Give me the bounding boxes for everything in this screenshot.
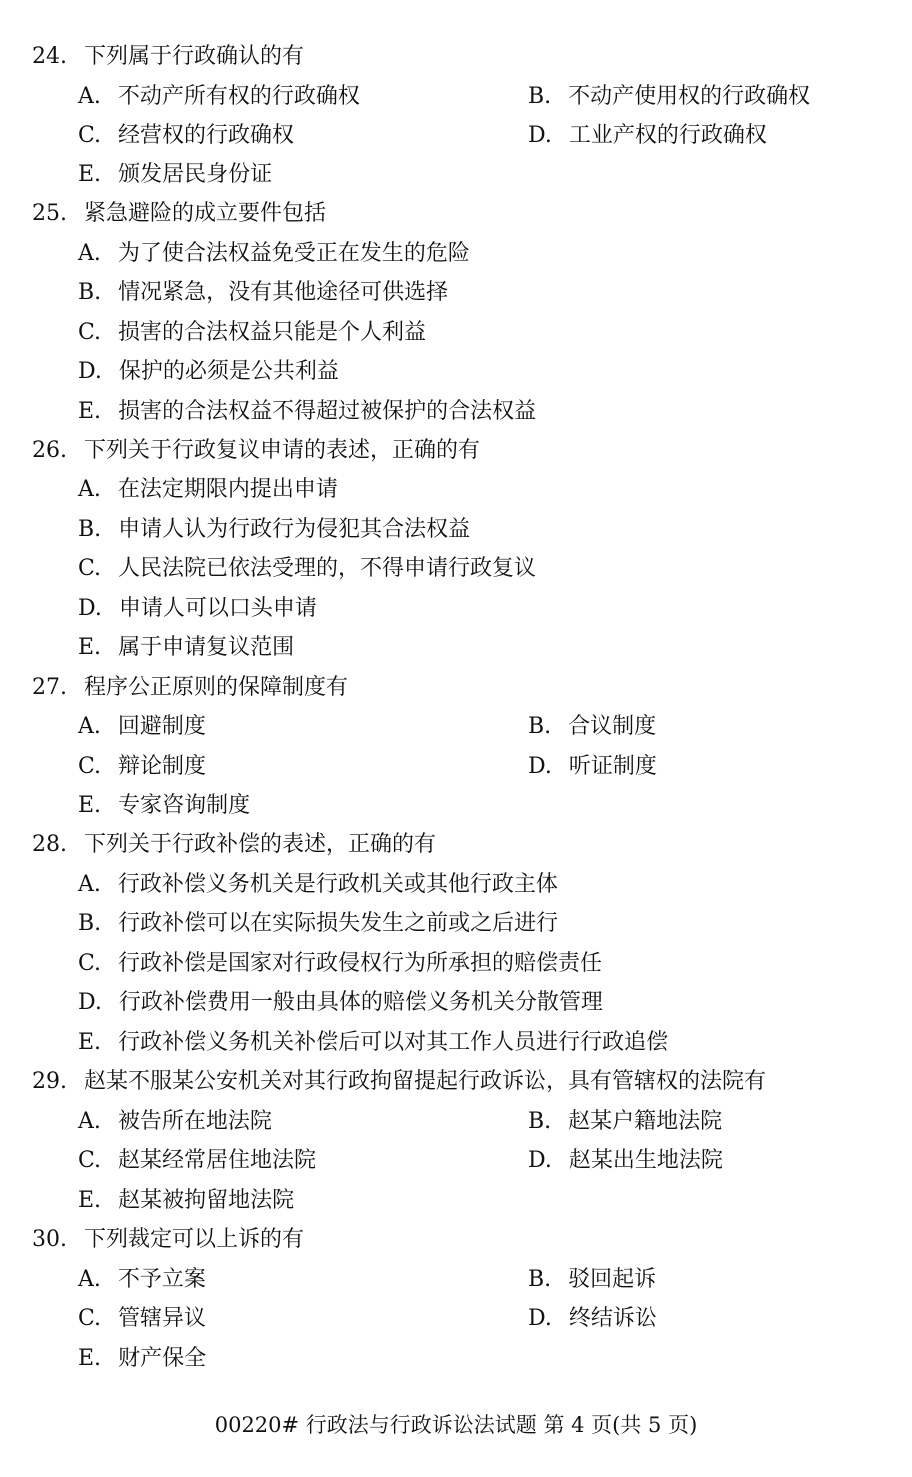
option-letter: E. — [78, 793, 102, 818]
option-letter: C. — [78, 320, 102, 345]
question-stem: 下列属于行政确认的有 — [84, 44, 305, 69]
option-27-c — [78, 752, 206, 782]
option-letter: A. — [78, 241, 101, 266]
option-26-a — [78, 475, 338, 505]
option-25-a — [78, 239, 470, 269]
option-text: 专家咨询制度 — [118, 793, 251, 818]
option-29-c — [78, 1146, 316, 1176]
option-letter: C. — [78, 123, 102, 148]
option-text: 人民法院已依法受理的，不得申请行政复议 — [118, 556, 537, 581]
question-24 — [32, 42, 304, 72]
option-letter: C. — [78, 1306, 102, 1331]
option-29-d — [528, 1146, 723, 1176]
question-stem: 紧急避险的成立要件包括 — [84, 201, 327, 226]
question-number: 29. — [32, 1069, 67, 1094]
question-30 — [32, 1225, 304, 1255]
option-text: 行政补偿可以在实际损失发生之前或之后进行 — [118, 911, 559, 936]
question-25 — [32, 199, 326, 229]
option-letter: E. — [78, 399, 102, 424]
option-28-c — [78, 949, 602, 979]
option-letter: E. — [78, 635, 102, 660]
option-letter: A. — [78, 1109, 101, 1134]
option-text: 损害的合法权益只能是个人利益 — [118, 320, 427, 345]
option-30-c — [78, 1304, 206, 1334]
option-text: 赵某户籍地法院 — [568, 1109, 723, 1134]
option-30-e — [78, 1344, 206, 1374]
option-text: 不动产使用权的行政确权 — [568, 84, 811, 109]
option-28-a — [78, 870, 558, 900]
option-24-e — [78, 160, 272, 190]
option-letter: A. — [78, 477, 101, 502]
option-letter: C. — [78, 754, 102, 779]
option-30-a — [78, 1265, 206, 1295]
option-text: 管辖异议 — [118, 1306, 207, 1331]
option-text: 为了使合法权益免受正在发生的危险 — [117, 241, 470, 266]
option-text: 合议制度 — [568, 714, 657, 739]
option-letter: C. — [78, 951, 102, 976]
option-letter: C. — [78, 556, 102, 581]
option-24-c — [78, 121, 294, 151]
option-letter: D. — [78, 359, 102, 384]
option-letter: B. — [528, 1267, 552, 1292]
question-28 — [32, 830, 436, 860]
option-letter: C. — [78, 1148, 102, 1173]
option-text: 终结诉讼 — [568, 1306, 657, 1331]
option-text: 情况紧急，没有其他途径可供选择 — [118, 280, 449, 305]
option-text: 申请人可以口头申请 — [118, 596, 317, 621]
option-27-a — [78, 712, 206, 742]
option-text: 属于申请复议范围 — [118, 635, 295, 660]
option-text: 行政补偿义务机关补偿后可以对其工作人员进行行政追偿 — [118, 1030, 669, 1055]
question-26 — [32, 436, 480, 466]
option-30-d — [528, 1304, 657, 1334]
option-letter: B. — [528, 714, 552, 739]
option-27-b — [528, 712, 656, 742]
question-27 — [32, 673, 348, 703]
option-30-b — [528, 1265, 656, 1295]
question-number: 28. — [32, 832, 67, 857]
option-26-d — [78, 594, 317, 624]
option-text: 辩论制度 — [118, 754, 207, 779]
option-28-b — [78, 909, 558, 939]
option-letter: D. — [528, 123, 552, 148]
option-text: 听证制度 — [568, 754, 657, 779]
option-letter: B. — [78, 911, 102, 936]
option-24-d — [528, 121, 767, 151]
question-stem: 下列关于行政补偿的表述，正确的有 — [84, 832, 437, 857]
option-letter: D. — [528, 754, 552, 779]
question-number: 24. — [32, 44, 67, 69]
option-25-e — [78, 397, 536, 427]
option-letter: B. — [78, 280, 102, 305]
option-text: 被告所在地法院 — [117, 1109, 272, 1134]
option-text: 申请人认为行政行为侵犯其合法权益 — [118, 517, 471, 542]
option-29-a — [78, 1107, 272, 1137]
option-letter: A. — [78, 872, 101, 897]
option-text: 行政补偿义务机关是行政机关或其他行政主体 — [117, 872, 558, 897]
option-letter: E. — [78, 1030, 102, 1055]
option-letter: B. — [528, 84, 552, 109]
question-stem: 下列裁定可以上诉的有 — [84, 1227, 305, 1252]
option-text: 赵某被拘留地法院 — [118, 1188, 295, 1213]
option-text: 行政补偿费用一般由具体的赔偿义务机关分散管理 — [118, 990, 603, 1015]
option-text: 经营权的行政确权 — [118, 123, 295, 148]
option-letter: B. — [78, 517, 102, 542]
option-27-d — [528, 752, 657, 782]
option-27-e — [78, 791, 250, 821]
option-text: 赵某出生地法院 — [568, 1148, 723, 1173]
option-25-c — [78, 318, 426, 348]
option-text: 行政补偿是国家对行政侵权行为所承担的赔偿责任 — [118, 951, 603, 976]
option-25-b — [78, 278, 448, 308]
option-25-d — [78, 357, 339, 387]
question-number: 30. — [32, 1227, 67, 1252]
option-26-e — [78, 633, 294, 663]
option-text: 驳回起诉 — [568, 1267, 657, 1292]
option-24-a — [78, 82, 360, 112]
question-number: 27. — [32, 675, 67, 700]
option-text: 不动产所有权的行政确权 — [117, 84, 360, 109]
option-text: 赵某经常居住地法院 — [118, 1148, 317, 1173]
option-letter: E. — [78, 1346, 102, 1371]
question-29 — [32, 1067, 766, 1097]
page-footer: 00220# 行政法与行政诉讼法试题 第 4 页(共 5 页) — [214, 1413, 698, 1437]
option-letter: D. — [528, 1148, 552, 1173]
option-text: 财产保全 — [118, 1346, 207, 1371]
question-number: 26. — [32, 438, 67, 463]
option-letter: A. — [78, 84, 101, 109]
option-text: 损害的合法权益不得超过被保护的合法权益 — [118, 399, 537, 424]
question-stem: 赵某不服某公安机关对其行政拘留提起行政诉讼，具有管辖权的法院有 — [84, 1069, 767, 1094]
option-letter: A. — [78, 1267, 101, 1292]
option-letter: E. — [78, 1188, 102, 1213]
option-text: 保护的必须是公共利益 — [118, 359, 339, 384]
option-24-b — [528, 82, 810, 112]
option-letter: B. — [528, 1109, 552, 1134]
option-letter: E. — [78, 162, 102, 187]
question-number: 25. — [32, 201, 67, 226]
option-text: 颁发居民身份证 — [118, 162, 273, 187]
question-stem: 下列关于行政复议申请的表述，正确的有 — [84, 438, 481, 463]
option-28-d — [78, 988, 603, 1018]
question-stem: 程序公正原则的保障制度有 — [84, 675, 349, 700]
option-29-e — [78, 1186, 294, 1216]
option-letter: D. — [528, 1306, 552, 1331]
option-29-b — [528, 1107, 722, 1137]
option-text: 工业产权的行政确权 — [568, 123, 767, 148]
option-text: 在法定期限内提出申请 — [117, 477, 338, 502]
option-26-b — [78, 515, 470, 545]
option-letter: A. — [78, 714, 101, 739]
option-letter: D. — [78, 990, 102, 1015]
option-28-e — [78, 1028, 668, 1058]
option-26-c — [78, 554, 536, 584]
option-text: 回避制度 — [117, 714, 206, 739]
option-text: 不予立案 — [117, 1267, 206, 1292]
option-letter: D. — [78, 596, 102, 621]
